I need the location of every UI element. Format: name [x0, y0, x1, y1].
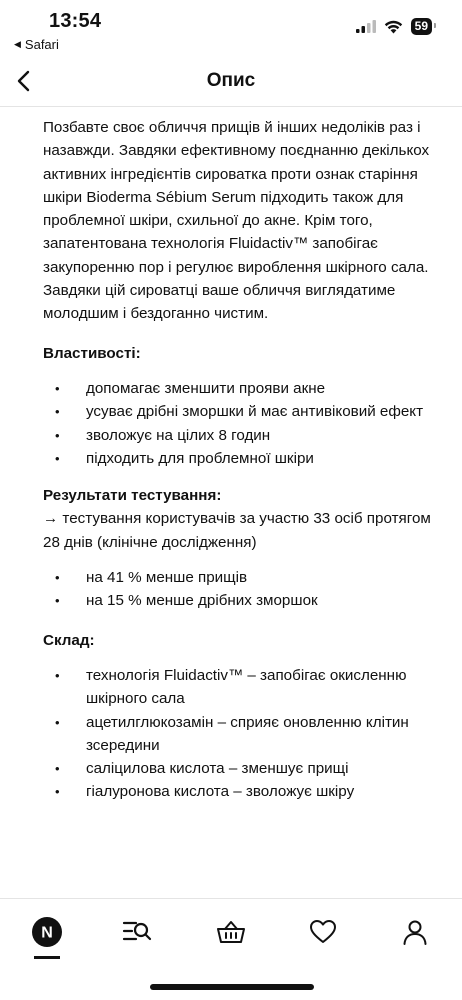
back-to-app-link[interactable] — [14, 37, 59, 52]
status-time: 13:54 — [49, 10, 102, 32]
status-icons — [356, 18, 432, 35]
list-item: • на 41 % менше прищів — [43, 566, 443, 589]
results-title: Результати тестування: — [43, 487, 222, 505]
composition-title: Склад: — [43, 631, 95, 649]
tab-catalog[interactable] — [120, 915, 154, 949]
back-triangle-icon: ◀ — [14, 39, 21, 49]
results-intro: → тестування користувачів за участю 33 осіб протягом 28 днів (клінічне дослідження) — [43, 510, 431, 551]
home-indicator — [150, 984, 314, 990]
list-item: • гіалуронова кислота – зволожує шкіру — [43, 780, 443, 803]
list-item: • усуває дрібні зморшки й має антивіковий ефект — [43, 400, 443, 423]
status-bar — [0, 0, 462, 56]
tab-favorites[interactable] — [306, 915, 340, 949]
list-item: • саліцилова кислота – зменшує прищі — [43, 757, 443, 780]
list-item: • на 15 % менше дрібних зморшок — [43, 589, 443, 612]
description-content — [43, 116, 443, 804]
description-text: Позбавте своє обличчя прищів й інших недоліків раз і назавжди. Завдяки ефективному поєднанню декількох активних інгредієнтів сироватка проти ознак старіння шкіри Bioderma Sébium Serum підходить також для проблемної шкіри, схильної до акне. Крім того, запатентована технологія Fluidactiv™ запобігає закупоренню пор і регулює вироблення шкірного сала. Завдяки цій сироватці ваше обличчя виглядатиме молодшим і бездоганно чистим. — [43, 119, 430, 323]
tab-basket[interactable] — [214, 915, 248, 949]
heart-icon — [309, 919, 337, 945]
list-item: • технологія Fluidactiv™ – запобігає окисленню шкірного сала — [43, 664, 443, 711]
tab-home[interactable] — [30, 915, 64, 949]
wifi-icon — [384, 20, 403, 34]
list-item: • допомагає зменшити прояви акне — [43, 377, 443, 400]
list-item: • зволожує на цілих 8 годин — [43, 424, 443, 447]
composition-list — [43, 664, 443, 804]
signal-icon — [356, 20, 376, 33]
page-title: Опис — [206, 70, 256, 91]
properties-title: Властивості: — [43, 344, 141, 362]
tab-profile[interactable] — [398, 915, 432, 949]
battery-indicator: 59 — [411, 18, 432, 35]
list-item: • ацетилглюкозамін – сприяє оновленню клітин зсередини — [43, 711, 443, 758]
basket-icon — [216, 919, 246, 945]
logo-letter: N — [41, 924, 53, 942]
catalog-search-icon — [122, 919, 152, 945]
properties-list — [43, 377, 443, 470]
profile-icon — [402, 919, 428, 945]
list-item: • підходить для проблемної шкіри — [43, 447, 443, 470]
active-tab-indicator — [34, 956, 60, 959]
nav-header — [0, 56, 462, 107]
back-app-label: Safari — [24, 37, 59, 52]
results-list — [43, 566, 443, 613]
home-logo-icon — [31, 916, 63, 948]
